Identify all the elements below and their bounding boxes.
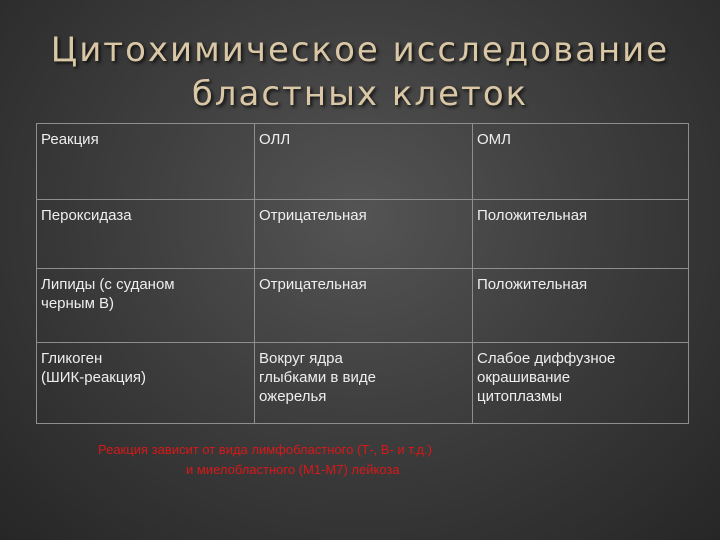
slide-title bbox=[40, 28, 680, 116]
header-all: ОЛЛ bbox=[255, 124, 473, 200]
footnote-line-1: Реакция зависит от вида лимфобластного (Т-, В- и т.д.) bbox=[98, 442, 432, 457]
table-cell: Отрицательная bbox=[255, 269, 473, 343]
table-row bbox=[37, 269, 689, 343]
footnote bbox=[60, 440, 660, 480]
table-cell: Пероксидаза bbox=[37, 200, 255, 269]
table-cell: Положительная bbox=[473, 200, 689, 269]
footnote-line-2: и миелобластного (М1-М7) лейкоза bbox=[186, 462, 400, 477]
cytochemistry-table bbox=[36, 123, 689, 424]
slide-title-line-1: Цитохимическое исследование bbox=[50, 30, 670, 70]
header-aml: ОМЛ bbox=[473, 124, 689, 200]
header-reaction: Реакция bbox=[37, 124, 255, 200]
table-row bbox=[37, 200, 689, 269]
table-cell: Вокруг ядра глыбками в виде ожерелья bbox=[255, 343, 473, 424]
table-cell: Положительная bbox=[473, 269, 689, 343]
table-cell: Гликоген (ШИК-реакция) bbox=[37, 343, 255, 424]
table-header-row bbox=[37, 124, 689, 200]
table-row bbox=[37, 343, 689, 424]
table-cell: Липиды (с суданом черным В) bbox=[37, 269, 255, 343]
table-cell: Слабое диффузное окрашивание цитоплазмы bbox=[473, 343, 689, 424]
table-cell: Отрицательная bbox=[255, 200, 473, 269]
slide-title-line-2: бластных клеток bbox=[191, 74, 529, 114]
